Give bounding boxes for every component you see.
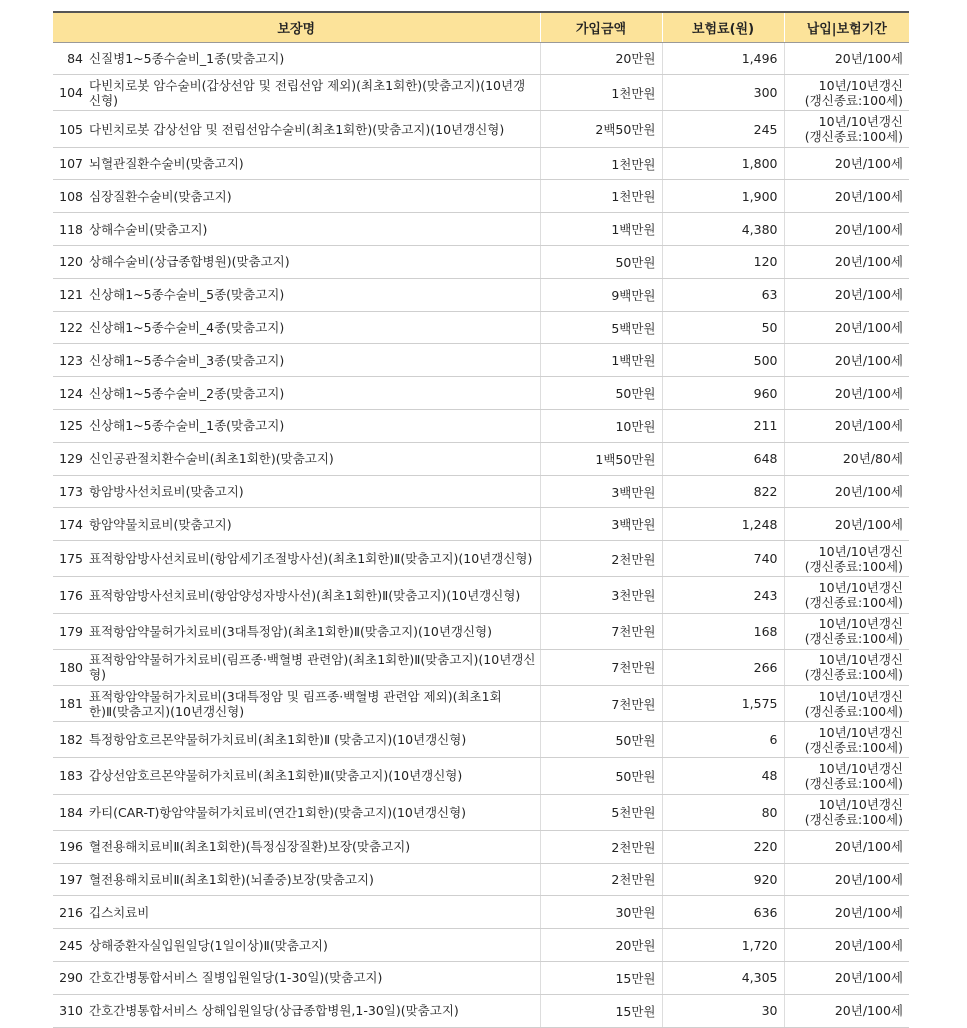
- coverage-amount: 3천만원: [540, 577, 662, 613]
- coverage-name: 표적항암방사선치료비(항암양성자방사선)(최초1회한)Ⅱ(맞춤고지)(10년갱신형): [86, 577, 540, 613]
- row-number: 216: [53, 896, 86, 929]
- coverage-name: 특정항암호르몬약물허가치료비(최초1회한)Ⅱ (맞춤고지)(10년갱신형): [86, 722, 540, 758]
- table-row: [53, 961, 909, 994]
- row-number: 175: [53, 541, 86, 577]
- table-row: [53, 685, 909, 721]
- premium-value: 243: [662, 577, 784, 613]
- coverage-name: 깁스치료비: [86, 896, 540, 929]
- payment-period: 20년/100세: [784, 344, 909, 377]
- row-number: 84: [53, 42, 86, 75]
- coverage-name: 신질병1~5종수술비_1종(맞춤고지): [86, 42, 540, 75]
- coverage-name: 항암약물치료비(맞춤고지): [86, 508, 540, 541]
- row-number: 181: [53, 685, 86, 721]
- payment-period: 10년/10년갱신 (갱신종료:100세): [784, 722, 909, 758]
- coverage-amount: 1백만원: [540, 344, 662, 377]
- premium-value: 1,496: [662, 42, 784, 75]
- premium-value: 6: [662, 722, 784, 758]
- payment-period: 10년/10년갱신 (갱신종료:100세): [784, 649, 909, 685]
- coverage-amount: 9백만원: [540, 278, 662, 311]
- coverage-name: 표적항암약물허가치료비(3대특정암 및 림프종·백혈병 관련암 제외)(최초1회한)Ⅱ(맞춤고지)(10년갱신형): [86, 685, 540, 721]
- row-number: 176: [53, 577, 86, 613]
- row-number: 197: [53, 863, 86, 896]
- premium-value: 960: [662, 377, 784, 410]
- payment-period: 10년/10년갱신 (갱신종료:100세): [784, 758, 909, 794]
- premium-value: 500: [662, 344, 784, 377]
- coverage-amount: 5백만원: [540, 311, 662, 344]
- table-row: [53, 475, 909, 508]
- table-row: [53, 758, 909, 794]
- header-amount: 가입금액: [540, 12, 662, 42]
- coverage-name: 다빈치로봇 갑상선암 및 전립선암수술비(최초1회한)(맞춤고지)(10년갱신형): [86, 111, 540, 147]
- table-row: [53, 42, 909, 75]
- coverage-name: 뇌혈관질환수술비(맞춤고지): [86, 147, 540, 180]
- premium-value: 740: [662, 541, 784, 577]
- payment-period: 20년/100세: [784, 42, 909, 75]
- table-row: [53, 147, 909, 180]
- header-period: 납입|보험기간: [784, 12, 909, 42]
- table-row: [53, 442, 909, 475]
- payment-period: 20년/100세: [784, 377, 909, 410]
- table-row: [53, 649, 909, 685]
- table-row: [53, 613, 909, 649]
- payment-period: 20년/100세: [784, 278, 909, 311]
- coverage-name: 신인공관절치환수술비(최초1회한)(맞춤고지): [86, 442, 540, 475]
- coverage-amount: 2천만원: [540, 830, 662, 863]
- row-number: 122: [53, 311, 86, 344]
- row-number: 108: [53, 180, 86, 213]
- coverage-name: 신상해1~5종수술비_1종(맞춤고지): [86, 410, 540, 443]
- premium-value: 120: [662, 246, 784, 279]
- table-row: [53, 722, 909, 758]
- row-number: 121: [53, 278, 86, 311]
- coverage-name: 신상해1~5종수술비_3종(맞춤고지): [86, 344, 540, 377]
- table-row: [53, 344, 909, 377]
- row-number: 107: [53, 147, 86, 180]
- payment-period: 20년/100세: [784, 929, 909, 962]
- coverage-amount: 50만원: [540, 758, 662, 794]
- premium-value: 266: [662, 649, 784, 685]
- table-row: [53, 994, 909, 1027]
- row-number: 174: [53, 508, 86, 541]
- coverage-amount: 7천만원: [540, 649, 662, 685]
- coverage-amount: 1천만원: [540, 147, 662, 180]
- coverage-amount: 50만원: [540, 722, 662, 758]
- coverage-amount: 7천만원: [540, 685, 662, 721]
- coverage-amount: 1천만원: [540, 180, 662, 213]
- premium-value: 63: [662, 278, 784, 311]
- payment-period: 10년/10년갱신 (갱신종료:100세): [784, 111, 909, 147]
- coverage-name: 신상해1~5종수술비_2종(맞춤고지): [86, 377, 540, 410]
- premium-value: 4,305: [662, 961, 784, 994]
- coverage-name: 카티(CAR-T)항암약물허가치료비(연간1회한)(맞춤고지)(10년갱신형): [86, 794, 540, 830]
- coverage-table-container: [53, 11, 909, 1028]
- premium-value: 1,720: [662, 929, 784, 962]
- premium-value: 245: [662, 111, 784, 147]
- premium-value: 1,248: [662, 508, 784, 541]
- table-row: [53, 111, 909, 147]
- table-row: [53, 377, 909, 410]
- coverage-name: 상해중환자실입원일당(1일이상)Ⅱ(맞춤고지): [86, 929, 540, 962]
- premium-value: 4,380: [662, 213, 784, 246]
- coverage-name: 항암방사선치료비(맞춤고지): [86, 475, 540, 508]
- premium-value: 1,900: [662, 180, 784, 213]
- coverage-amount: 2백50만원: [540, 111, 662, 147]
- coverage-amount: 20만원: [540, 42, 662, 75]
- coverage-amount: 5천만원: [540, 794, 662, 830]
- table-row: [53, 75, 909, 111]
- row-number: 118: [53, 213, 86, 246]
- payment-period: 10년/10년갱신 (갱신종료:100세): [784, 685, 909, 721]
- coverage-name: 신상해1~5종수술비_5종(맞춤고지): [86, 278, 540, 311]
- coverage-amount: 15만원: [540, 961, 662, 994]
- premium-value: 300: [662, 75, 784, 111]
- table-row: [53, 863, 909, 896]
- row-number: 104: [53, 75, 86, 111]
- coverage-name: 표적항암약물허가치료비(림프종·백혈병 관련암)(최초1회한)Ⅱ(맞춤고지)(10년갱신형): [86, 649, 540, 685]
- coverage-name: 간호간병통합서비스 질병입원일당(1-30일)(맞춤고지): [86, 961, 540, 994]
- coverage-amount: 10만원: [540, 410, 662, 443]
- payment-period: 20년/100세: [784, 213, 909, 246]
- payment-period: 20년/100세: [784, 246, 909, 279]
- coverage-name: 다빈치로봇 암수술비(갑상선암 및 전립선암 제외)(최초1회한)(맞춤고지)(10년갱신형): [86, 75, 540, 111]
- row-number: 196: [53, 830, 86, 863]
- payment-period: 20년/100세: [784, 180, 909, 213]
- table-row: [53, 541, 909, 577]
- table-row: [53, 278, 909, 311]
- premium-value: 920: [662, 863, 784, 896]
- payment-period: 20년/100세: [784, 475, 909, 508]
- coverage-amount: 30만원: [540, 896, 662, 929]
- coverage-table: [53, 11, 909, 1028]
- premium-value: 211: [662, 410, 784, 443]
- row-number: 183: [53, 758, 86, 794]
- payment-period: 20년/100세: [784, 508, 909, 541]
- header-coverage-name: 보장명: [53, 12, 540, 42]
- payment-period: 20년/100세: [784, 410, 909, 443]
- table-row: [53, 794, 909, 830]
- payment-period: 10년/10년갱신 (갱신종료:100세): [784, 613, 909, 649]
- coverage-amount: 20만원: [540, 929, 662, 962]
- row-number: 105: [53, 111, 86, 147]
- coverage-name: 신상해1~5종수술비_4종(맞춤고지): [86, 311, 540, 344]
- table-header-row: [53, 12, 909, 42]
- row-number: 290: [53, 961, 86, 994]
- premium-value: 48: [662, 758, 784, 794]
- table-row: [53, 410, 909, 443]
- row-number: 245: [53, 929, 86, 962]
- row-number: 180: [53, 649, 86, 685]
- table-row: [53, 213, 909, 246]
- premium-value: 636: [662, 896, 784, 929]
- row-number: 184: [53, 794, 86, 830]
- payment-period: 20년/100세: [784, 863, 909, 896]
- row-number: 182: [53, 722, 86, 758]
- row-number: 123: [53, 344, 86, 377]
- row-number: 125: [53, 410, 86, 443]
- coverage-amount: 2천만원: [540, 541, 662, 577]
- payment-period: 20년/100세: [784, 830, 909, 863]
- row-number: 129: [53, 442, 86, 475]
- payment-period: 10년/10년갱신 (갱신종료:100세): [784, 75, 909, 111]
- row-number: 173: [53, 475, 86, 508]
- coverage-amount: 1천만원: [540, 75, 662, 111]
- coverage-name: 갑상선암호르몬약물허가치료비(최초1회한)Ⅱ(맞춤고지)(10년갱신형): [86, 758, 540, 794]
- payment-period: 20년/100세: [784, 896, 909, 929]
- coverage-name: 심장질환수술비(맞춤고지): [86, 180, 540, 213]
- premium-value: 168: [662, 613, 784, 649]
- header-premium: 보험료(원): [662, 12, 784, 42]
- table-row: [53, 246, 909, 279]
- coverage-amount: 1백50만원: [540, 442, 662, 475]
- coverage-amount: 2천만원: [540, 863, 662, 896]
- coverage-amount: 50만원: [540, 246, 662, 279]
- coverage-name: 혈전용해치료비Ⅱ(최초1회한)(뇌졸중)보장(맞춤고지): [86, 863, 540, 896]
- payment-period: 10년/10년갱신 (갱신종료:100세): [784, 794, 909, 830]
- payment-period: 20년/80세: [784, 442, 909, 475]
- table-row: [53, 311, 909, 344]
- row-number: 310: [53, 994, 86, 1027]
- payment-period: 20년/100세: [784, 994, 909, 1027]
- premium-value: 50: [662, 311, 784, 344]
- coverage-amount: 7천만원: [540, 613, 662, 649]
- table-row: [53, 929, 909, 962]
- premium-value: 822: [662, 475, 784, 508]
- payment-period: 20년/100세: [784, 961, 909, 994]
- payment-period: 10년/10년갱신 (갱신종료:100세): [784, 577, 909, 613]
- row-number: 179: [53, 613, 86, 649]
- premium-value: 220: [662, 830, 784, 863]
- premium-value: 80: [662, 794, 784, 830]
- premium-value: 30: [662, 994, 784, 1027]
- coverage-amount: 15만원: [540, 994, 662, 1027]
- coverage-name: 표적항암방사선치료비(항암세기조절방사선)(최초1회한)Ⅱ(맞춤고지)(10년갱신형): [86, 541, 540, 577]
- premium-value: 1,575: [662, 685, 784, 721]
- coverage-amount: 50만원: [540, 377, 662, 410]
- table-row: [53, 180, 909, 213]
- table-row: [53, 896, 909, 929]
- coverage-name: 표적항암약물허가치료비(3대특정암)(최초1회한)Ⅱ(맞춤고지)(10년갱신형): [86, 613, 540, 649]
- coverage-amount: 1백만원: [540, 213, 662, 246]
- premium-value: 648: [662, 442, 784, 475]
- row-number: 124: [53, 377, 86, 410]
- payment-period: 10년/10년갱신 (갱신종료:100세): [784, 541, 909, 577]
- premium-value: 1,800: [662, 147, 784, 180]
- payment-period: 20년/100세: [784, 147, 909, 180]
- table-row: [53, 830, 909, 863]
- coverage-name: 혈전용해치료비Ⅱ(최초1회한)(특정심장질환)보장(맞춤고지): [86, 830, 540, 863]
- coverage-name: 상해수술비(맞춤고지): [86, 213, 540, 246]
- coverage-name: 상해수술비(상급종합병원)(맞춤고지): [86, 246, 540, 279]
- table-row: [53, 508, 909, 541]
- coverage-name: 간호간병통합서비스 상해입원일당(상급종합병원,1-30일)(맞춤고지): [86, 994, 540, 1027]
- payment-period: 20년/100세: [784, 311, 909, 344]
- coverage-amount: 3백만원: [540, 508, 662, 541]
- coverage-amount: 3백만원: [540, 475, 662, 508]
- row-number: 120: [53, 246, 86, 279]
- table-body: [53, 42, 909, 1027]
- table-row: [53, 577, 909, 613]
